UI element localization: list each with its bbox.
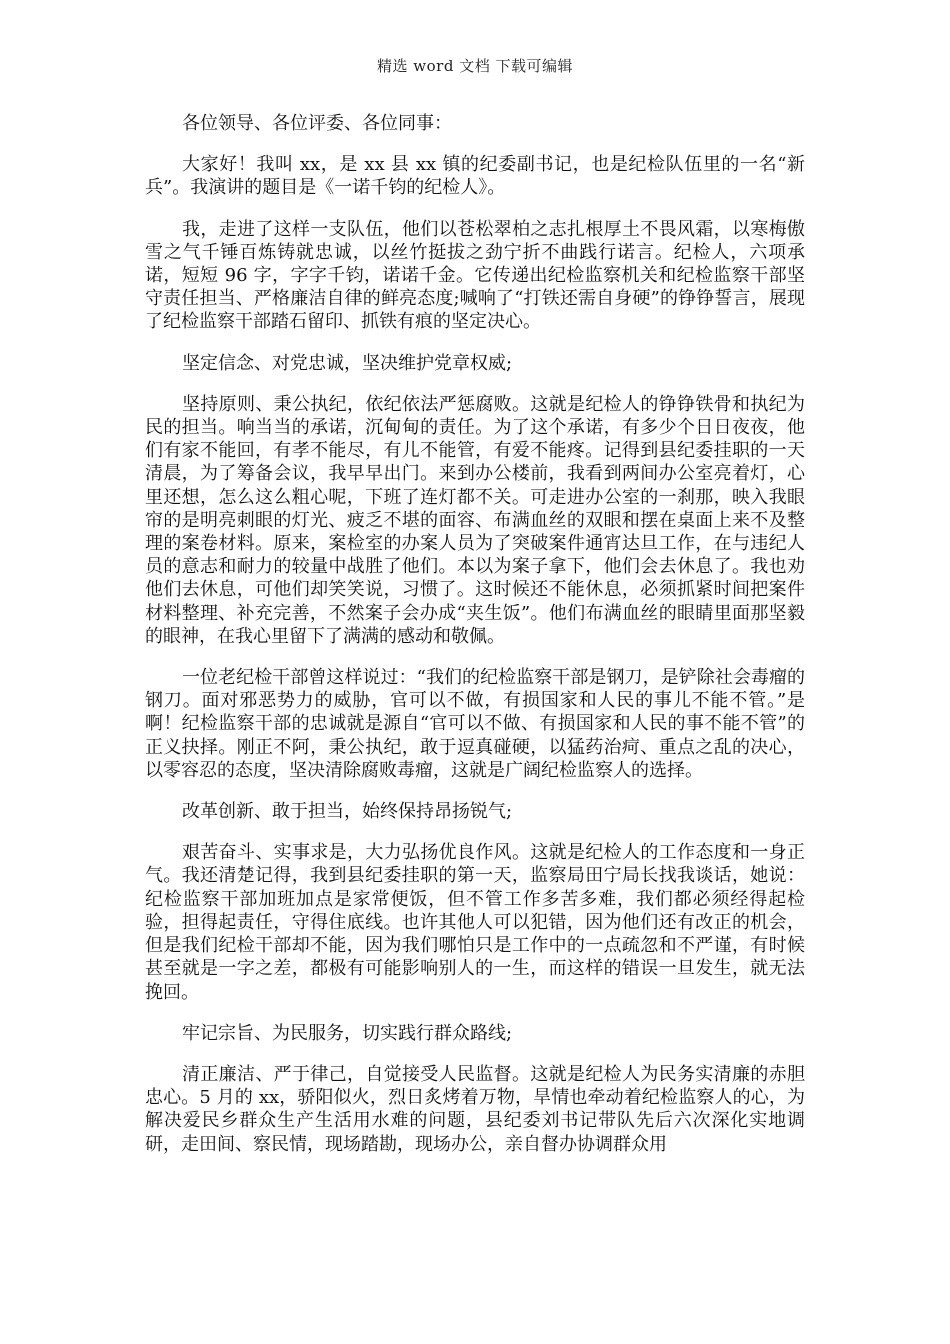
paragraph-salutation: 各位领导、各位评委、各位同事： bbox=[182, 113, 452, 134]
paragraph: 我，走进了这样一支队伍，他们以苍松翠柏之志扎根厚土不畏风霜，以寒梅傲雪之气千锤百炼铸就忠诚，以丝竹挺拔之劲宁折不曲践行诺言。纪检人，六项承诺，短短 96 字，字字千钧，诺诺千金。它传递出纪检监察机关和纪检监察干部坚守责任担当、严格廉洁自律的鲜亮态度;喊响了“打铁还需自身硬”的铮铮誓言，展现了纪检监察干部踏石留印、抓铁有痕的坚定决心。 bbox=[145, 218, 805, 333]
paragraph-subheading: 牢记宗旨、为民服务，切实践行群众路线; bbox=[182, 1022, 513, 1044]
paragraph: 一位老纪检干部曾这样说过：“我们的纪检监察干部是钢刀，是铲除社会毒瘤的钢刀。面对邪恶势力的威胁，官可以不做，有损国家和人民的事儿不能不管。”是啊！纪检监察干部的忠诚就是源自“官可以不做、有损国家和人民的事不能不管”的正义抉择。刚正不阿，秉公执纪，敢于逗真碰硬，以猛药治疴、重点之乱的决心，以零容忍的态度，坚决清除腐败毒瘤，这就是广阔纪检监察人的选择。 bbox=[145, 667, 805, 781]
page-header: 精选 word 文档 下载可编辑 bbox=[377, 57, 573, 75]
document-body bbox=[145, 112, 805, 1174]
paragraph: 清正廉洁、严于律己，自觉接受人民监督。这就是纪检人为民务实清廉的赤胆忠心。5 月的 xx，骄阳似火，烈日炙烤着万物，旱情也牵动着纪检监察人的心，为解决爱民乡群众生产生活用水难的问题，县纪委刘书记带队先后六次深化实地调研，走田间、察民情，现场踏勘，现场办公，亲自督办协调群众用 bbox=[145, 1063, 805, 1155]
paragraph: 坚持原则、秉公执纪，依纪依法严惩腐败。这就是纪检人的铮铮铁骨和执纪为民的担当。响当当的承诺，沉甸甸的责任。为了这个承诺，有多少个日日夜夜，他们有家不能回，有孝不能尽，有儿不能管，有爱不能疼。记得到县纪委挂职的一天清晨，为了筹备会议，我早早出门。来到办公楼前，我看到两间办公室亮着灯，心里还想，怎么这么粗心呢，下班了连灯都不关。可走进办公室的一刹那，映入我眼帘的是明亮刺眼的灯光、疲乏不堪的面容、布满血丝的双眼和摆在桌面上来不及整理的案卷材料。原来，案检室的办案人员为了突破案件通宵达旦工作，在与违纪人员的意志和耐力的较量中战胜了他们。本以为案子拿下，他们会去休息了。我也劝他们去休息，可他们却笑笑说，习惯了。这时候还不能休息，必须抓紧时间把案件材料整理、补充完善，不然案子会办成“夹生饭”。他们布满血丝的眼睛里面那坚毅的眼神，在我心里留下了满满的感动和敬佩。 bbox=[145, 393, 805, 647]
paragraph-intro: 大家好！我叫 xx，是 xx 县 xx 镇的纪委副书记，也是纪检队伍里的一名“新兵”。我演讲的题目是《一诺千钧的纪检人》。 bbox=[145, 154, 805, 199]
paragraph: 艰苦奋斗、实事求是，大力弘扬优良作风。这就是纪检人的工作态度和一身正气。我还清楚记得，我到县纪委挂职的第一天，监察局田宁局长找我谈话，她说：纪检监察干部加班加点是家常便饭，但不管工作多苦多难，我们都必须经得起检验，担得起责任，守得住底线。也许其他人可以犯错，因为他们还有改正的机会，但是我们纪检干部却不能，因为我们哪怕只是工作中的一点疏忽和不严谨，有时候甚至就是一字之差，都极有可能影响别人的一生，而这样的错误一旦发生，就无法挽回。 bbox=[145, 842, 805, 1003]
paragraph-subheading: 改革创新、敢于担当，始终保持昂扬锐气; bbox=[182, 801, 513, 823]
paragraph-subheading: 坚定信念、对党忠诚，坚决维护党章权威; bbox=[182, 352, 513, 374]
